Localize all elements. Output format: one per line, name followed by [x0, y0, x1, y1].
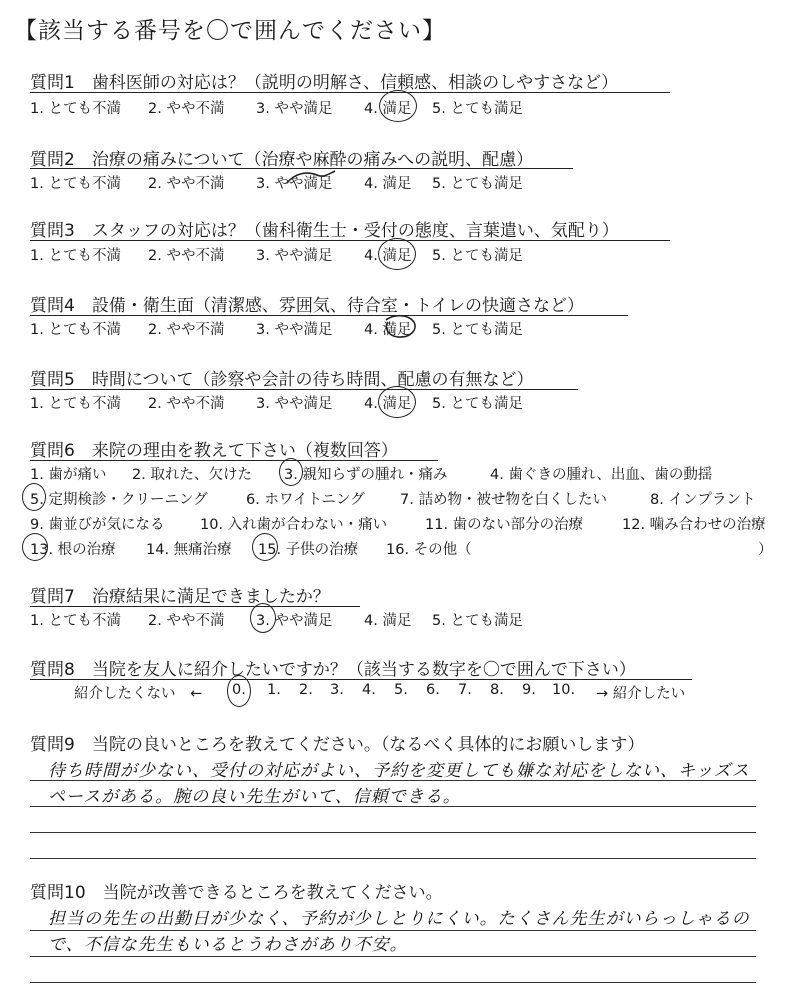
q3-option-2[interactable]: 2. やや不満 — [148, 248, 225, 264]
q3-option-4[interactable]: 4. 満足 — [364, 248, 412, 264]
q5-option-4[interactable]: 4. 満足 — [364, 396, 412, 412]
question-6-underline — [30, 460, 438, 461]
q8-scale-2[interactable]: 2. — [299, 682, 313, 698]
q9-answer-line-4 — [30, 858, 756, 859]
q1-option-5[interactable]: 5. とても満足 — [432, 101, 523, 117]
q8-scale-8[interactable]: 8. — [490, 682, 504, 698]
q6-reason-11[interactable]: 11. 歯のない部分の治療 — [425, 517, 584, 533]
q6-reason-6[interactable]: 6. ホワイトニング — [246, 492, 365, 508]
q2-option-1[interactable]: 1. とても不満 — [30, 176, 121, 192]
q6-reason-9[interactable]: 9. 歯並びが気になる — [30, 517, 165, 533]
q8-scale-3[interactable]: 3. — [330, 682, 344, 698]
question-10-title: 質問10 当院が改善できるところを教えてください。 — [30, 883, 443, 903]
q6-reason-13[interactable]: 13. 根の治療 — [30, 542, 116, 558]
q7-option-4[interactable]: 4. 満足 — [364, 613, 412, 629]
q6-other-close-paren: ） — [758, 542, 773, 558]
q8-scale-1[interactable]: 1. — [267, 682, 281, 698]
q7-option-5[interactable]: 5. とても満足 — [432, 613, 523, 629]
q3-option-3[interactable]: 3. やや満足 — [256, 248, 333, 264]
q3-option-5[interactable]: 5. とても満足 — [432, 248, 523, 264]
q1-option-4[interactable]: 4. 満足 — [364, 101, 412, 117]
q5-option-3[interactable]: 3. やや満足 — [256, 396, 333, 412]
q7-option-1[interactable]: 1. とても不満 — [30, 613, 121, 629]
q2-answer-mark — [283, 167, 339, 191]
q6-reason-7[interactable]: 7. 詰め物・被せ物を白くしたい — [400, 492, 607, 508]
q8-scale-4[interactable]: 4. — [362, 682, 376, 698]
question-6-title: 質問6 来院の理由を教えて下さい（複数回答） — [30, 441, 398, 461]
q6-reason-4[interactable]: 4. 歯ぐきの腫れ、出血、歯の動揺 — [490, 467, 713, 483]
q1-option-1[interactable]: 1. とても不満 — [30, 101, 121, 117]
q8-scale-0[interactable]: 0. — [232, 682, 246, 698]
q6-reason-1[interactable]: 1. 歯が痛い — [30, 467, 107, 483]
question-3-title: 質問3 スタッフの対応は？（歯科衛生士・受付の態度、言葉遣い、気配り） — [30, 221, 619, 241]
q10-answer-line-3 — [30, 982, 756, 983]
q6-reason-10[interactable]: 10. 入れ歯が合わない・痛い — [200, 517, 388, 533]
q6-reason-16[interactable]: 16. その他（ — [386, 542, 472, 558]
question-4-title: 質問4 設備・衛生面（清潔感、雰囲気、待合室・トイレの快適さなど） — [30, 296, 584, 316]
q4-option-4[interactable]: 4. 満足 — [364, 322, 412, 338]
q1-option-3[interactable]: 3. やや満足 — [256, 101, 333, 117]
q9-handwritten-answer: 待ち時間が少ない、受付の対応がよい、予約を変更しても嫌な対応をしない、キッズスペースがある。腕の良い先生がいて、信頼できる。 — [48, 761, 750, 807]
q8-scale-6[interactable]: 6. — [426, 682, 440, 698]
q6-reason-14[interactable]: 14. 無痛治療 — [146, 542, 232, 558]
page-title: 【該当する番号を〇で囲んでください】 — [14, 18, 446, 44]
q8-right-label: → 紹介したい — [596, 686, 686, 702]
q5-option-1[interactable]: 1. とても不満 — [30, 396, 121, 412]
question-9-title: 質問9 当院の良いところを教えてください。（なるべく具体的にお願いします） — [30, 735, 645, 755]
q1-option-2[interactable]: 2. やや不満 — [148, 101, 225, 117]
q9-answer-line-3 — [30, 832, 756, 833]
q2-option-3[interactable]: 3. やや満足 — [256, 176, 333, 192]
q4-answer-mark — [380, 312, 420, 340]
q5-option-2[interactable]: 2. やや不満 — [148, 396, 225, 412]
q5-option-5[interactable]: 5. とても満足 — [432, 396, 523, 412]
q8-scale-5[interactable]: 5. — [394, 682, 408, 698]
question-1-title: 質問1 歯科医師の対応は？（説明の明解さ、信頼感、相談のしやすさなど） — [30, 73, 619, 93]
question-2-title: 質問2 治療の痛みについて（治療や麻酔の痛みへの説明、配慮） — [30, 150, 534, 170]
q4-option-2[interactable]: 2. やや不満 — [148, 322, 225, 338]
q6-reason-3[interactable]: 3. 親知らずの腫れ・痛み — [284, 467, 448, 483]
q3-option-1[interactable]: 1. とても不満 — [30, 248, 121, 264]
question-8-title: 質問8 当院を友人に紹介したいですか？（該当する数字を〇で囲んで下さい） — [30, 660, 636, 680]
q8-scale-10[interactable]: 10. — [552, 682, 576, 698]
q4-option-3[interactable]: 3. やや満足 — [256, 322, 333, 338]
q4-option-1[interactable]: 1. とても不満 — [30, 322, 121, 338]
question-4-underline — [30, 315, 628, 316]
question-7-title: 質問7 治療結果に満足できましたか？ — [30, 587, 330, 607]
q7-option-2[interactable]: 2. やや不満 — [148, 613, 225, 629]
q8-scale-7[interactable]: 7. — [458, 682, 472, 698]
q8-scale-9[interactable]: 9. — [522, 682, 536, 698]
q7-option-3[interactable]: 3. やや満足 — [256, 613, 333, 629]
q6-reason-8[interactable]: 8. インプラント — [650, 492, 756, 508]
question-3-underline — [30, 240, 670, 241]
question-5-underline — [30, 389, 578, 390]
question-5-title: 質問5 時間について（診察や会計の待ち時間、配慮の有無など） — [30, 370, 534, 390]
question-7-underline — [30, 606, 360, 607]
q8-left-label: 紹介したくない ← — [74, 686, 203, 702]
q2-option-5[interactable]: 5. とても満足 — [432, 176, 523, 192]
q6-reason-12[interactable]: 12. 噛み合わせの治療 — [622, 517, 766, 533]
q4-option-5[interactable]: 5. とても満足 — [432, 322, 523, 338]
q6-reason-15[interactable]: 15. 子供の治療 — [258, 542, 359, 558]
q2-option-4[interactable]: 4. 満足 — [364, 176, 412, 192]
q6-reason-2[interactable]: 2. 取れた、欠けた — [132, 467, 252, 483]
question-1-underline — [30, 92, 670, 93]
question-8-underline — [30, 679, 692, 680]
q2-option-2[interactable]: 2. やや不満 — [148, 176, 225, 192]
q10-handwritten-answer: 担当の先生の出勤日が少なく、予約が少しとりにくい。たくさん先生がいらっしゃるので、不信な先生もいるとうわさがあり不安。 — [48, 909, 750, 955]
q6-reason-5[interactable]: 5. 定期検診・クリーニング — [30, 492, 208, 508]
